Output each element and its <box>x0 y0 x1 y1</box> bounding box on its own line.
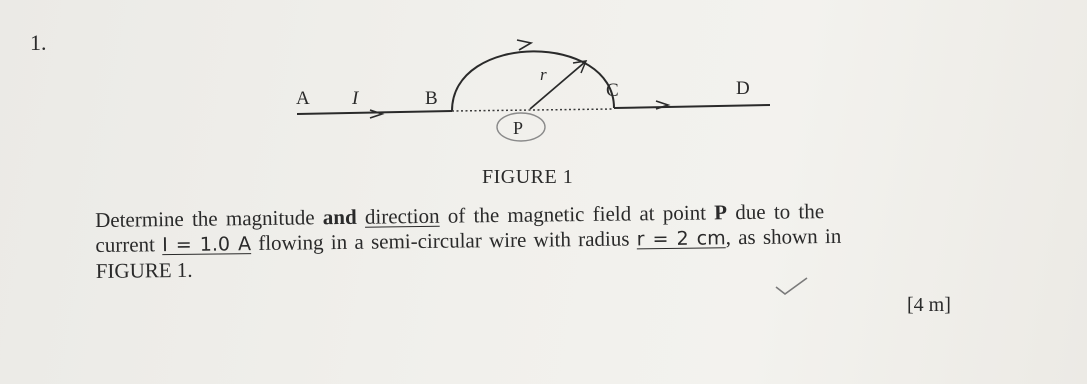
wire-right-segment <box>614 105 770 108</box>
semicircle-arc <box>452 51 614 111</box>
figure-caption: FIGURE 1 <box>482 166 574 188</box>
label-P: P <box>513 118 524 138</box>
direction-underlined: direction <box>364 203 440 229</box>
diameter-dotted-line <box>452 109 614 111</box>
text-segment: current <box>95 232 156 257</box>
text-segment: flowing in a semi-circular wire with radius <box>258 226 630 256</box>
text-segment: of the magnetic field at point <box>447 200 707 228</box>
label-I: I <box>352 88 359 109</box>
current-expression: I = 1.0 A <box>162 233 252 257</box>
question-number: 1. <box>30 30 47 55</box>
marks-allocation: [4 m] <box>907 294 951 316</box>
and-bold: and <box>322 204 357 230</box>
label-A: A <box>296 88 310 109</box>
question-text <box>95 197 968 284</box>
check-mark-icon <box>774 275 810 297</box>
question-line-3: FIGURE 1. <box>95 257 193 283</box>
label-B: B <box>425 88 438 109</box>
label-r: r <box>540 65 547 84</box>
radius-line <box>530 62 585 109</box>
label-C: C <box>606 80 619 101</box>
label-D: D <box>736 78 750 99</box>
radius-expression: r = 2 cm <box>636 227 726 251</box>
text-segment: , as shown in <box>725 223 842 250</box>
point-p-label: P <box>714 200 728 225</box>
text-segment: due to the <box>735 199 825 225</box>
current-arrow-arc <box>517 40 531 50</box>
text-segment: Determine the magnitude <box>95 205 315 232</box>
current-arrow-left <box>370 110 382 118</box>
